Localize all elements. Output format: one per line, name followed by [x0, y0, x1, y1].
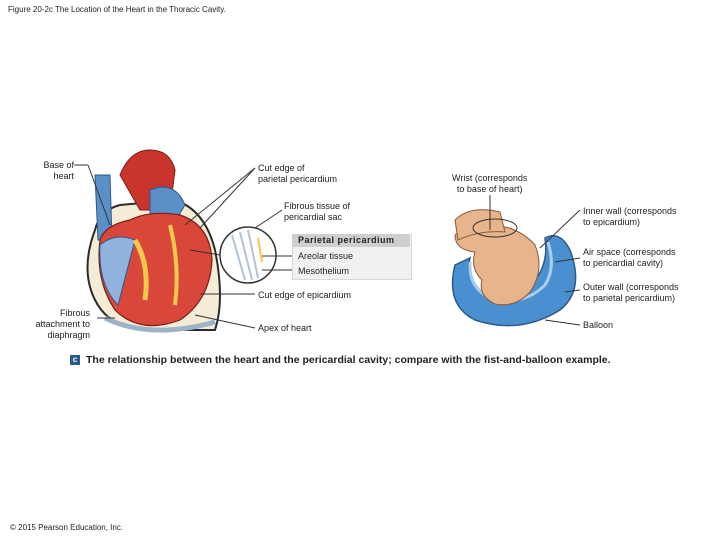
magnified-wall-circle: [220, 227, 276, 283]
label-apex-of-heart: Apex of heart: [258, 323, 312, 333]
label-areolar-tissue: Areolar tissue: [298, 251, 354, 261]
figure-caption: [70, 354, 611, 366]
label-mesothelium: Mesothelium: [298, 266, 350, 276]
label-cut-edge-parietal-pericardium: Cut edge of parietal pericardium: [258, 163, 338, 184]
caption-letter-badge: c: [70, 355, 80, 365]
label-cut-edge-epicardium: Cut edge of epicardium: [258, 290, 352, 300]
label-inner-wall: Inner wall (corresponds to epicardium): [583, 206, 677, 227]
label-balloon: Balloon: [583, 320, 614, 330]
copyright-notice: © 2015 Pearson Education, Inc.: [10, 523, 124, 532]
label-base-of-heart: Base of heart: [43, 160, 74, 181]
label-fibrous-attachment: Fibrous attachment to diaphragm: [35, 308, 90, 340]
caption-text: The relationship between the heart and the pericardial cavity; compare with the fist-and-balloon example.: [86, 354, 611, 366]
parietal-pericardium-title: Parietal pericardium: [292, 234, 410, 247]
label-fibrous-tissue: Fibrous tissue of pericardial sac: [284, 201, 351, 222]
label-outer-wall: Outer wall (corresponds to parietal pericardium): [583, 282, 679, 303]
figure-title: Figure 20-2c The Location of the Heart in the Thoracic Cavity.: [8, 5, 226, 14]
label-wrist: Wrist (corresponds to base of heart): [452, 173, 528, 194]
label-air-space: Air space (corresponds to pericardial cavity): [583, 247, 676, 268]
